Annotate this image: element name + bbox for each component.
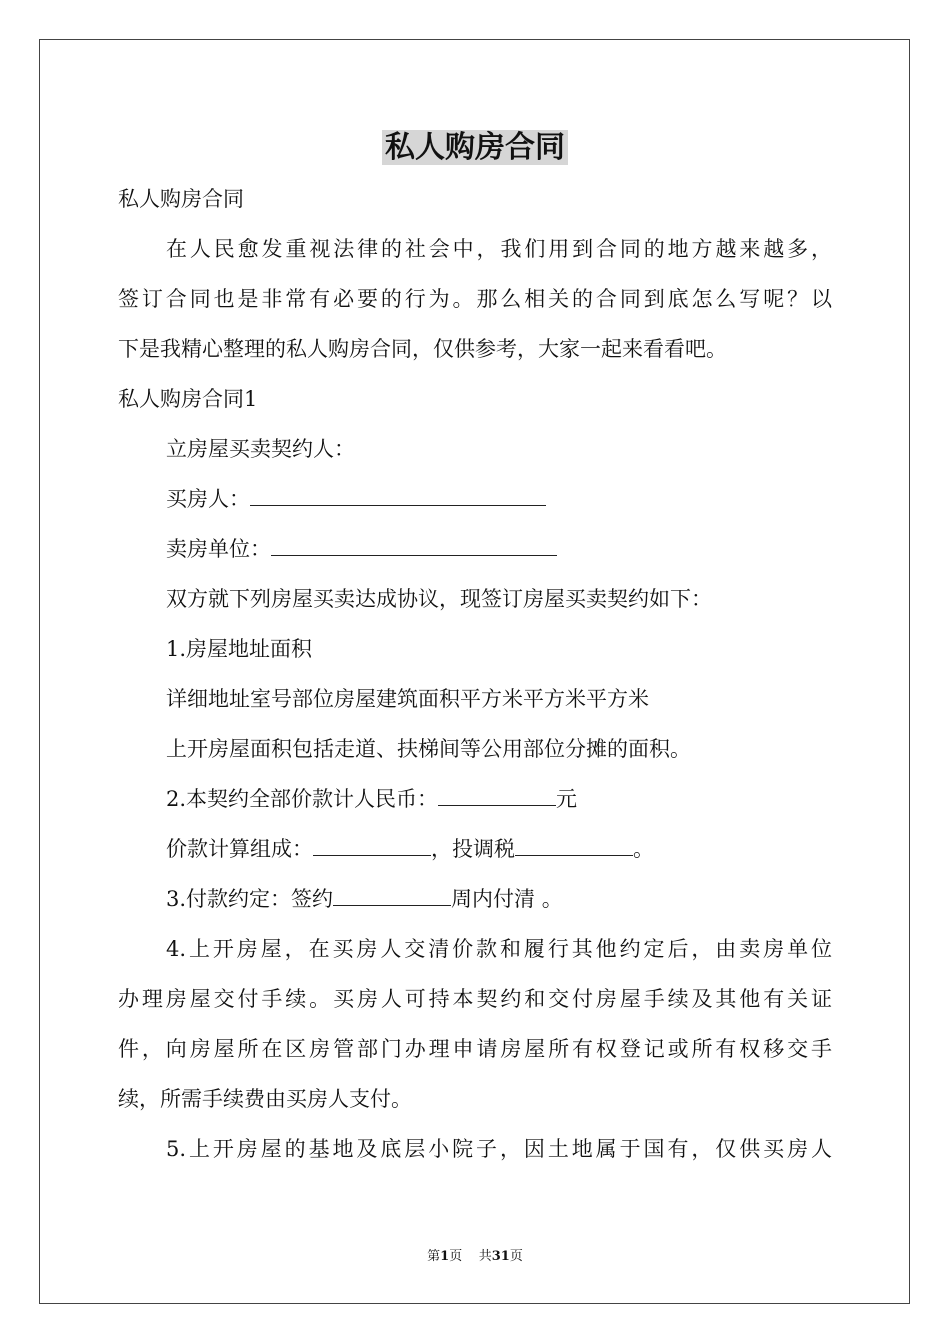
price-calc-middle: ，投调税	[431, 837, 515, 861]
footer-page-middle: 页	[449, 1249, 463, 1264]
seller-blank-field[interactable]	[271, 535, 557, 556]
document-title	[0, 126, 950, 170]
intro-line-2: 签订合同也是非常有必要的行为。那么相关的合同到底怎么写呢？以	[118, 287, 832, 311]
clause5-line-1: 5.上开房屋的基地及底层小院子，因土地属于国有，仅供买房人	[166, 1137, 832, 1161]
footer-total-suffix: 页	[509, 1249, 523, 1264]
footer-total-prefix: 共	[478, 1249, 492, 1264]
payment-weeks-blank-field[interactable]	[333, 885, 451, 906]
price-calc-line	[166, 834, 654, 864]
clause3-prefix: 3.付款约定：签约	[166, 887, 334, 911]
intro-line-1: 在人民愈发重视法律的社会中，我们用到合同的地方越来越多，	[166, 237, 832, 261]
section-heading: 私人购房合同1	[118, 387, 258, 411]
seller-line	[166, 534, 557, 564]
price-calc-prefix: 价款计算组成：	[166, 837, 313, 861]
clause1-detail: 详细地址室号部位房屋建筑面积平方米平方米平方米	[166, 687, 649, 711]
buyer-blank-field[interactable]	[250, 485, 546, 506]
footer-page-total: 31	[491, 1249, 510, 1264]
clause4-line-1: 4.上开房屋，在买房人交清价款和履行其他约定后，由卖房单位	[166, 937, 832, 961]
clause2-line	[166, 784, 577, 814]
clause4-line-3: 件，向房屋所在区房管部门办理申请房屋所有权登记或所有权移交手	[118, 1037, 832, 1061]
buyer-line	[166, 484, 546, 514]
page-border	[39, 39, 910, 1304]
price-composition-blank-field[interactable]	[313, 835, 431, 856]
footer-page-prefix: 第	[427, 1249, 441, 1264]
clause1-note: 上开房屋面积包括走道、扶梯间等公用部位分摊的面积。	[166, 737, 691, 761]
buyer-label: 买房人：	[166, 487, 250, 511]
clause2-prefix: 2.本契约全部价款计人民币：	[166, 787, 439, 811]
clause3-suffix: 周内付清 。	[451, 887, 563, 911]
clause1-title: 1.房屋地址面积	[166, 637, 313, 661]
footer-page-current: 1	[440, 1249, 450, 1264]
clause4-line-4: 续，所需手续费由买房人支付。	[118, 1087, 412, 1111]
clause3-line	[166, 884, 563, 914]
page-footer	[0, 1248, 950, 1266]
seller-label: 卖房单位：	[166, 537, 271, 561]
document-title-text: 私人购房合同	[382, 130, 568, 165]
intro-line-3: 下是我精心整理的私人购房合同，仅供参考，大家一起来看看吧。	[118, 337, 727, 361]
clause4-line-2: 办理房屋交付手续。买房人可持本契约和交付房屋手续及其他有关证	[118, 987, 832, 1011]
clause2-suffix: 元	[556, 787, 578, 811]
total-price-blank-field[interactable]	[438, 785, 556, 806]
tax-blank-field[interactable]	[515, 835, 633, 856]
parties-heading: 立房屋买卖契约人：	[166, 437, 355, 461]
document-subtitle: 私人购房合同	[118, 187, 244, 211]
price-calc-suffix: 。	[633, 837, 654, 861]
agreement-intro: 双方就下列房屋买卖达成协议，现签订房屋买卖契约如下：	[166, 587, 712, 611]
